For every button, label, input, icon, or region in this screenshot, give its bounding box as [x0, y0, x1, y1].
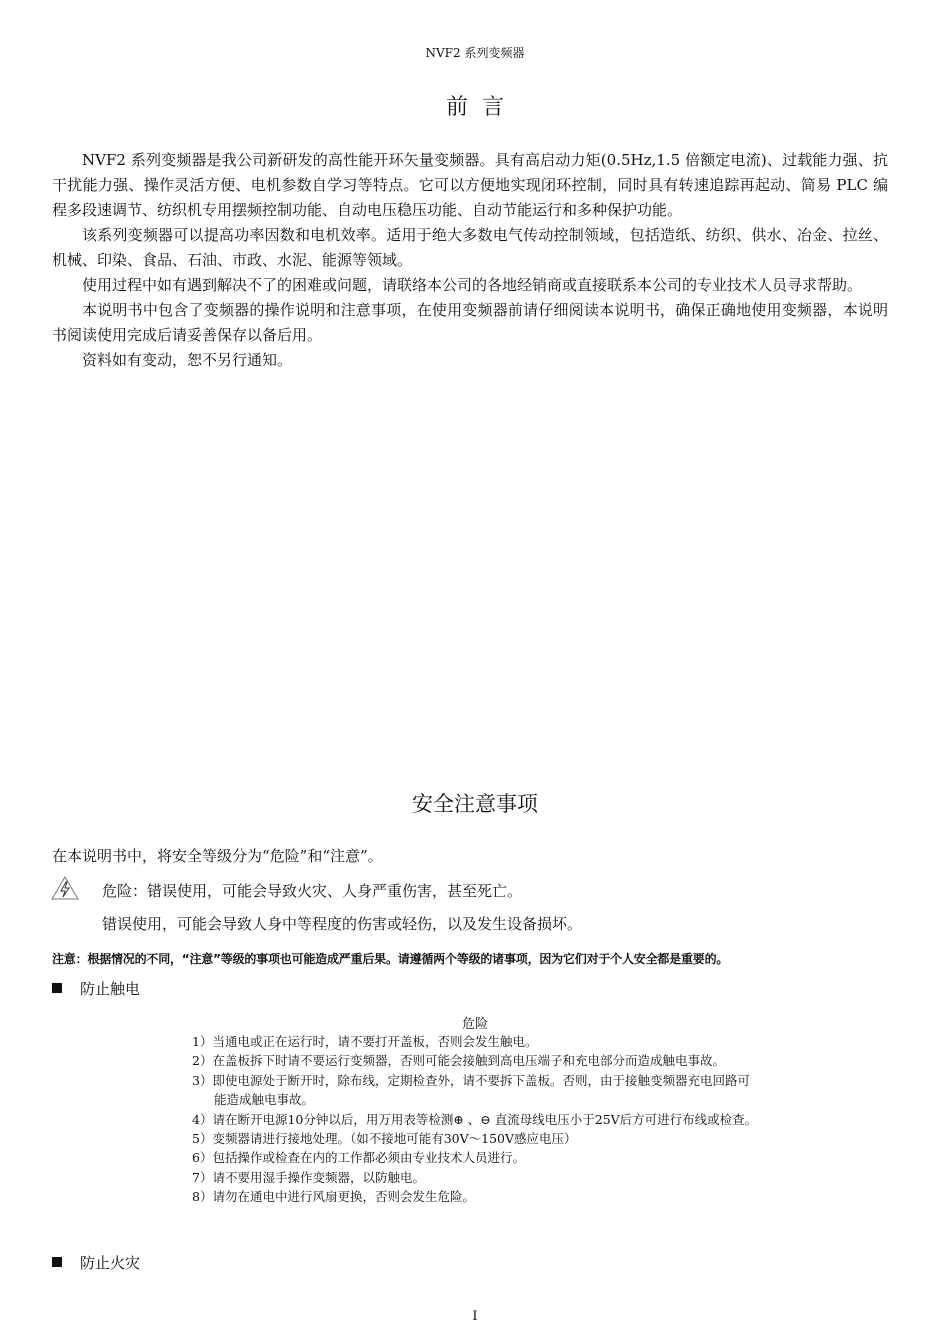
preface-paragraph: 该系列变频器可以提高功率因数和电机效率。适用于绝大多数电气传动控制领域，包括造纸、纺织、供水、冶金、拉丝、机械、印染、食品、石油、市政、水泥、能源等领域。 — [52, 226, 888, 269]
danger-item: 1）当通电或正在运行时，请不要打开盖板，否则会发生触电。 — [192, 1034, 538, 1049]
safety-title: 安全注意事项 — [412, 792, 538, 816]
preface-paragraph: 资料如有变动，恕不另行通知。 — [82, 351, 293, 369]
danger-box-title: 危险 — [461, 1017, 488, 1032]
danger-item: 8）请勿在通电中进行风扇更换，否则会发生危险。 — [192, 1189, 475, 1205]
preface-paragraph: 使用过程中如有遇到解决不了的困难或问题，请联络本公司的各地经销商或直接联系本公司的专业技术人员寻求帮助。 — [82, 276, 863, 294]
high-voltage-warning-icon — [50, 875, 80, 901]
danger-item: 5）变频器请进行接地处理。（如不接地可能有30V～150V感应电压） — [192, 1131, 577, 1147]
square-bullet-icon — [52, 983, 62, 993]
section-heading: 防止火灾 — [80, 1254, 141, 1272]
running-header: NVF2 系列变频器 — [425, 46, 525, 60]
caution-level-description: 错误使用，可能会导致人身中等程度的伤害或轻伤，以及发生设备损坏。 — [102, 915, 583, 933]
danger-item: 7）请不要用湿手操作变频器，以防触电。 — [192, 1169, 425, 1185]
danger-item: 3）即使电源处于断开时，除布线，定期检查外，请不要拆下盖板。否则，由于接触变频器充电回路可能造成触电事故。 — [192, 1072, 750, 1108]
danger-list — [192, 1032, 762, 1207]
preface-paragraph: 本说明书中包含了变频器的操作说明和注意事项，在使用变频器前请仔细阅读本说明书，确保正确地使用变频器，本说明书阅读使用完成后请妥善保存以备后用。 — [52, 301, 888, 344]
section-heading: 防止触电 — [80, 980, 141, 998]
preface-paragraph: NVF2 系列变频器是我公司新研发的高性能开环矢量变频器。具有高启动力矩(0.5Hz,1.5 倍额定电流)、过载能力强、抗干扰能力强、操作灵活方便、电机参数自学习等特点。它可以方便地实现闭环控制，同时具有转速追踪再起动、简易 PLC 编程多段速调节、纺织机专用摆频控制功能、自动电压稳压功能、自动节能运行和多种保护功能。 — [52, 151, 888, 219]
danger-item: 2）在盖板拆下时请不要运行变频器，否则可能会接触到高电压端子和充电部分而造成触电事故。 — [192, 1053, 725, 1069]
safety-intro: 在本说明书中，将安全等级分为“危险”和“注意”。 — [52, 847, 383, 865]
section-prevent-electric-shock — [52, 978, 140, 999]
square-bullet-icon — [52, 1257, 62, 1267]
preface-title: 前言 — [445, 95, 518, 120]
section-prevent-fire — [52, 1252, 140, 1273]
page-number: I — [472, 1309, 478, 1324]
preface-body — [52, 148, 888, 373]
danger-item: 6）包括操作或检查在内的工作都必须由专业技术人员进行。 — [192, 1150, 525, 1166]
danger-level-description: 危险：错误使用，可能会导致火灾、人身严重伤害，甚至死亡。 — [102, 882, 523, 900]
safety-note: 注意：根据情况的不同，“注意”等级的事项也可能造成严重后果。请遵循两个等级的诸事项，因为它们对于个人安全都是重要的。 — [52, 952, 729, 966]
danger-item: 4）请在断开电源10分钟以后，用万用表等检测⊕ 、⊖ 直流母线电压小于25V后方可进行布线或检查。 — [192, 1111, 758, 1127]
